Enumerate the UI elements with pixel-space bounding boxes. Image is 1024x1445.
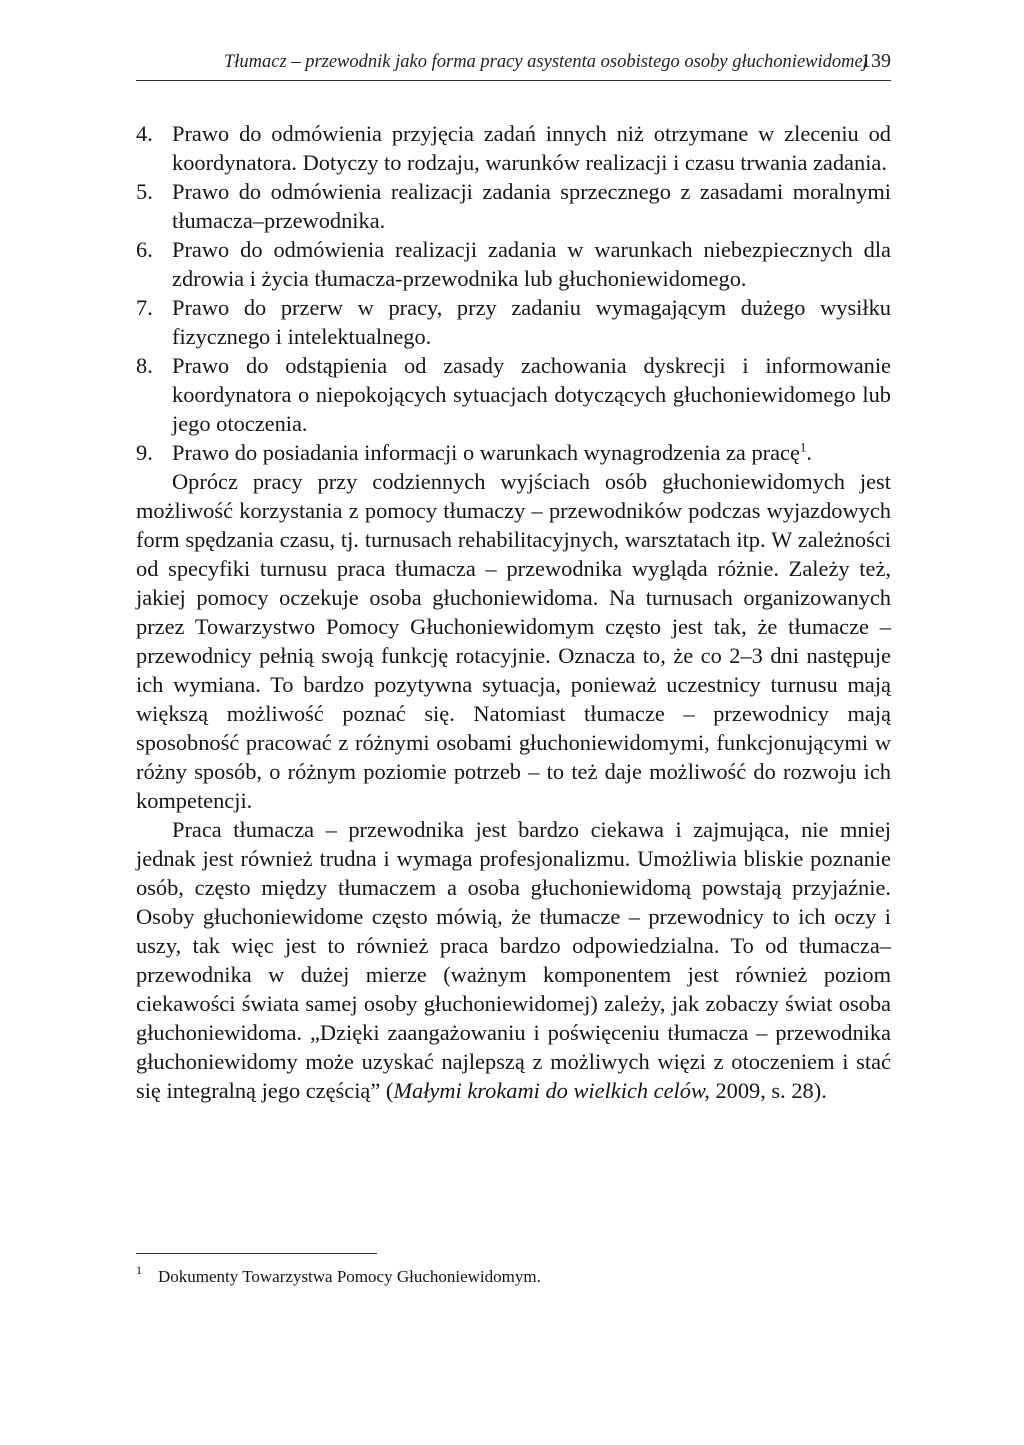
footnote-reference[interactable]: 1 xyxy=(799,439,807,455)
list-item-text-end: . xyxy=(806,440,813,465)
list-item-text: Prawo do odstąpienia od zasady zachowania dyskrecji i informowanie koordynatora o niepokojących sytuacjach dotyczących głuchoniewidomego lub jego otoczenia. xyxy=(172,353,891,436)
list-item xyxy=(136,119,891,177)
running-header xyxy=(136,50,891,81)
list-item-text-main: Prawo do posiadania informacji o warunkach wynagrodzenia za pracę xyxy=(172,440,800,465)
list-item-text xyxy=(172,438,891,467)
list-item-number: 6. xyxy=(136,237,153,262)
paragraph xyxy=(136,815,891,1105)
list-item xyxy=(136,293,891,351)
paragraph-text: Praca tłumacza – przewodnika jest bardzo ciekawa i zajmująca, nie mniej jednak jest również trudna i wymaga profesjonalizmu. Umożliwia bliskie poznanie osób, często między tłumaczem a osoba głuchoniewidomą powstają przyjaźnie. Osoby głuchoniewidome często mówią, że tłumacze – przewodnicy to ich oczy i uszy, tak więc jest to również praca bardzo odpowiedzialna. To od tłumacza–przewodnika w dużej mierze (ważnym komponentem jest również poziom ciekawości świata samej osoby głuchoniewidomej) zależy, jak zobaczy świat osoba głuchoniewidoma. „Dzięki zaangażowaniu i poświęceniu tłumacza – przewodnika głuchoniewidomy może uzyskać najlepszą z możliwych więzi z otoczeniem i stać się integralną jego częścią” ( xyxy=(136,817,891,1103)
citation-title: Małymi krokami do wielkich celów, xyxy=(393,1078,710,1103)
citation-details: 2009, s. 28). xyxy=(709,1078,827,1103)
list-item-number: 9. xyxy=(136,440,153,465)
footnote-separator xyxy=(136,1253,377,1254)
body-text xyxy=(136,119,891,1105)
list-item xyxy=(136,177,891,235)
running-header-title: Tłumacz – przewodnik jako forma pracy asystenta osobistego osoby głuchoniewidomej xyxy=(224,52,868,72)
list-item-number: 7. xyxy=(136,295,153,320)
footnote xyxy=(136,1263,891,1288)
list-item xyxy=(136,235,891,293)
footnote-mark: 1 xyxy=(136,1263,142,1277)
list-item-text: Prawo do odmówienia realizacji zadania w warunkach niebezpiecznych dla zdrowia i życia tłumacza-przewodnika lub głuchoniewidomego. xyxy=(172,237,891,291)
list-item-number: 4. xyxy=(136,121,153,146)
paragraph: Oprócz pracy przy codziennych wyjściach osób głuchoniewidomych jest możliwość korzystania z pomocy tłumaczy – przewodników podczas wyjazdowych form spędzania czasu, tj. turnusach rehabilitacyjnych, warsztatach itp. W zależności od specyfiki turnusu praca tłumacza – przewodnika wygląda różnie. Zależy też, jakiej pomocy oczekuje osoba głuchoniewidoma. Na turnusach organizowanych przez Towarzystwo Pomocy Głuchoniewidomym często jest tak, że tłumacze – przewodnicy pełnią swoją funkcję rotacyjnie. Oznacza to, że co 2–3 dni następuje ich wymiana. To bardzo pozytywna sytuacja, ponieważ uczestnicy turnusu mają większą możliwość poznać się. Natomiast tłumacze – przewodnicy mają sposobność pracować z różnymi osobami głuchoniewidomymi, funkcjonującymi w różny sposób, o różnym poziomie potrzeb – to też daje możliwość do rozwoju ich kompetencji. xyxy=(136,469,891,813)
list-item xyxy=(136,438,891,467)
list-item-text: Prawo do przerw w pracy, przy zadaniu wymagającym dużego wysiłku fizycznego i intelektualnego. xyxy=(172,295,891,349)
list-item-text: Prawo do odmówienia przyjęcia zadań innych niż otrzymane w zleceniu od koordynatora. Dotyczy to rodzaju, warunków realizacji i czasu trwania zadania. xyxy=(172,121,891,175)
list-item-number: 8. xyxy=(136,353,153,378)
list-item xyxy=(136,351,891,438)
footnote-text: Dokumenty Towarzystwa Pomocy Głuchoniewidomym. xyxy=(158,1267,541,1286)
page-number: 139 xyxy=(861,50,891,72)
list-item-text: Prawo do odmówienia realizacji zadania sprzecznego z zasadami moralnymi tłumacza–przewodnika. xyxy=(172,179,891,233)
list-item-number: 5. xyxy=(136,179,153,204)
